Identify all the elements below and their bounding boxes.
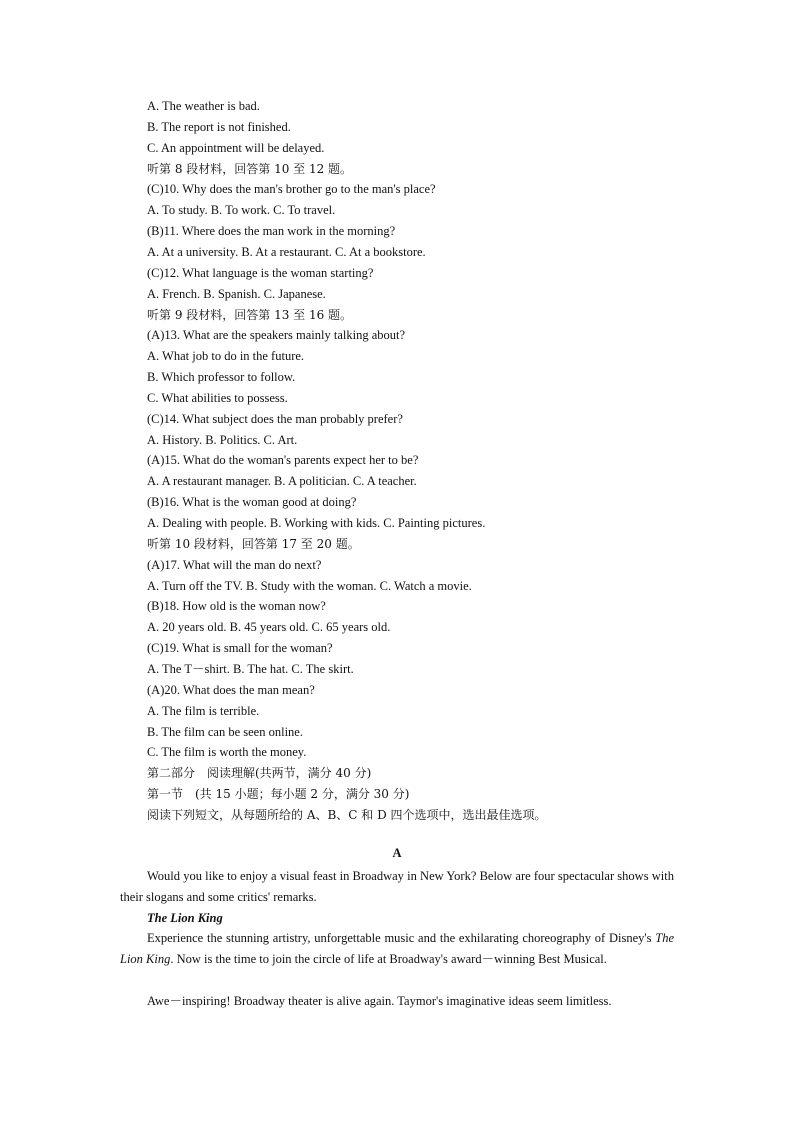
text-line: B. The film can be seen online.	[147, 724, 303, 739]
show-description-rest: . Now is the time to join the circle of life at Broadway's award－winning Best Musical.	[170, 951, 607, 966]
text-line: A. The weather is bad.	[147, 99, 260, 113]
text-line: C. What abilities to possess.	[147, 390, 288, 405]
text-line: A. To study. B. To work. C. To travel.	[147, 203, 336, 218]
text-line: (B)11. Where does the man work in the morning?	[147, 224, 396, 239]
text-line: A. A restaurant manager. B. A politician. C. A teacher.	[147, 474, 417, 489]
text-line: (B)16. What is the woman good at doing?	[147, 495, 357, 510]
text-line: B. Which professor to follow.	[147, 370, 296, 385]
text-line: C. An appointment will be delayed.	[147, 140, 325, 155]
text-line: A. At a university. B. At a restaurant. C. At a bookstore.	[147, 244, 426, 259]
text-line: 听第 8 段材料，回答第 10 至 12 题。	[147, 161, 353, 176]
text-line: A. What job to do in the future.	[147, 349, 305, 364]
text-line: B. The report is not finished.	[147, 119, 291, 134]
text-line: A. Turn off the TV. B. Study with the woman. C. Watch a movie.	[147, 578, 472, 593]
show-description	[120, 928, 674, 970]
text-line: 第一节 (共 15 小题；每小题 2 分，满分 30 分)	[147, 787, 410, 802]
text-line: A. Dealing with people. B. Working with kids. C. Painting pictures.	[147, 516, 486, 530]
text-line: A. 20 years old. B. 45 years old. C. 65 years old.	[147, 620, 391, 635]
show-description-title: The Lion King	[120, 931, 674, 966]
text-line: (A)20. What does the man mean?	[147, 682, 315, 697]
text-line: A. French. B. Spanish. C. Japanese.	[147, 286, 326, 301]
show-description-text: Experience the stunning artistry, unforgettable music and the exhilarating choreography of Disney's	[147, 931, 656, 945]
critic-remark: Awe－inspiring! Broadway theater is alive again. Taymor's imaginative ideas seem limitless.	[147, 994, 612, 1008]
text-line: (A)17. What will the man do next?	[147, 557, 322, 572]
text-line: C. The film is worth the money.	[147, 745, 307, 760]
text-line: 听第 9 段材料，回答第 13 至 16 题。	[147, 307, 353, 322]
text-line: (B)18. How old is the woman now?	[147, 599, 326, 614]
text-line: A. The T－shirt. B. The hat. C. The skirt.	[147, 661, 354, 676]
passage-intro: Would you like to enjoy a visual feast in Broadway in New York? Below are four spectacular shows with their slogans and some critics' remarks.	[120, 869, 674, 904]
show-title: The Lion King	[147, 911, 223, 925]
text-line: (A)13. What are the speakers mainly talking about?	[147, 328, 406, 343]
text-line: 阅读下列短文，从每题所给的 A、B、C 和 D 四个选项中，选出最佳选项。	[147, 807, 547, 822]
text-line: 第二部分 阅读理解(共两节，满分 40 分)	[147, 766, 372, 781]
passage-heading: A	[392, 846, 402, 860]
text-line: A. History. B. Politics. C. Art.	[147, 432, 298, 447]
text-line: (C)19. What is small for the woman?	[147, 641, 333, 656]
text-line: (A)15. What do the woman's parents expect her to be?	[147, 453, 419, 468]
text-line: (C)12. What language is the woman starting?	[147, 265, 374, 280]
text-line: (C)10. Why does the man's brother go to the man's place?	[147, 182, 436, 197]
text-line: (C)14. What subject does the man probably prefer?	[147, 411, 403, 426]
text-line: 听第 10 段材料，回答第 17 至 20 题。	[147, 536, 360, 551]
text-line: A. The film is terrible.	[147, 703, 260, 718]
